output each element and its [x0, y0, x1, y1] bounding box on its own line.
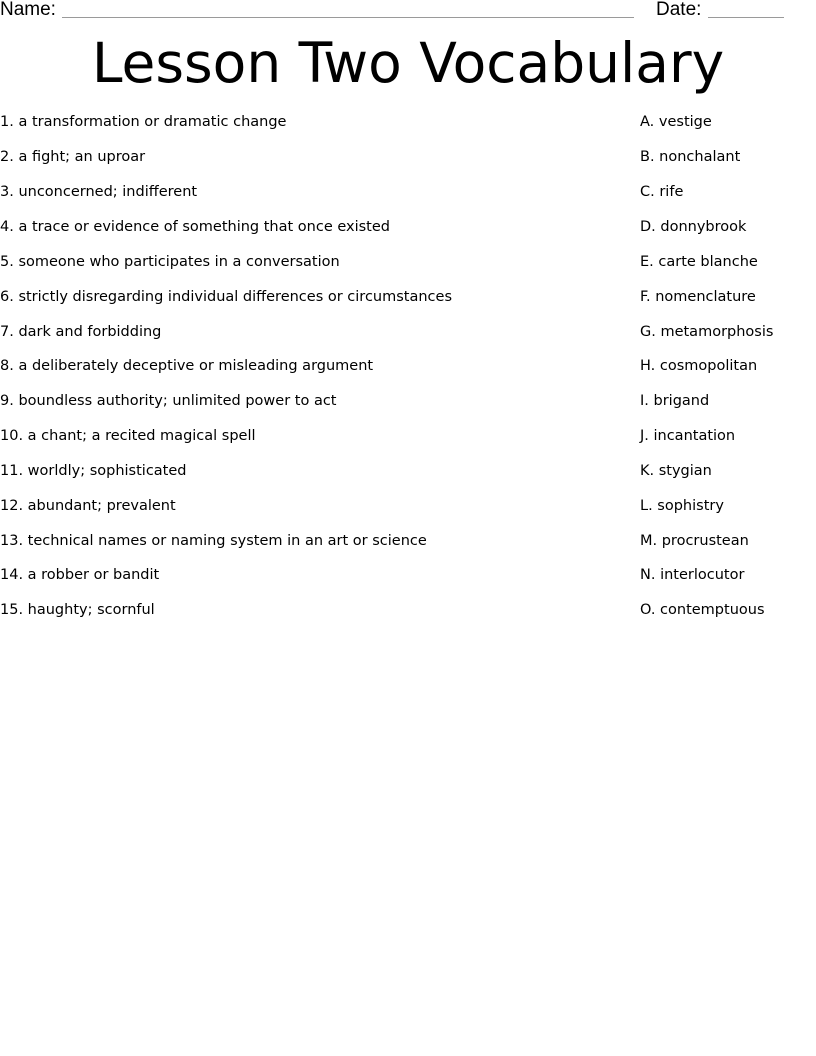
name-field-line[interactable]: [62, 17, 634, 18]
definition-item: 6. strictly disregarding individual differences or circumstances: [0, 289, 452, 305]
word-item: O. contemptuous: [640, 602, 765, 618]
word-item: M. procrustean: [640, 533, 749, 549]
word-item: K. stygian: [640, 463, 712, 479]
definition-item: 3. unconcerned; indifferent: [0, 184, 198, 200]
word-item: C. rife: [640, 184, 684, 200]
page-title: Lesson Two Vocabulary: [91, 31, 725, 95]
definition-item: 10. a chant; a recited magical spell: [0, 428, 256, 444]
definition-item: 5. someone who participates in a conversation: [0, 254, 340, 270]
definition-item: 1. a transformation or dramatic change: [0, 114, 287, 130]
word-item: H. cosmopolitan: [640, 358, 758, 374]
word-item: N. interlocutor: [640, 567, 745, 583]
definition-item: 4. a trace or evidence of something that once existed: [0, 219, 390, 235]
definition-item: 11. worldly; sophisticated: [0, 463, 187, 479]
word-item: A. vestige: [640, 114, 712, 130]
definition-item: 15. haughty; scornful: [0, 602, 155, 618]
definition-item: 8. a deliberately deceptive or misleading argument: [0, 358, 374, 374]
word-item: D. donnybrook: [640, 219, 747, 235]
definition-item: 14. a robber or bandit: [0, 567, 160, 583]
word-item: F. nomenclature: [640, 289, 756, 305]
header-row: [0, 0, 816, 24]
definition-item: 2. a fight; an uproar: [0, 149, 146, 165]
word-item: L. sophistry: [640, 498, 724, 514]
date-field-line[interactable]: [708, 17, 784, 18]
date-label: Date:: [656, 0, 702, 20]
definition-item: 13. technical names or naming system in an art or science: [0, 533, 427, 549]
definition-item: 12. abundant; prevalent: [0, 498, 176, 514]
definition-item: 7. dark and forbidding: [0, 324, 162, 340]
word-item: J. incantation: [640, 428, 736, 444]
name-label: Name:: [0, 0, 56, 20]
word-item: B. nonchalant: [640, 149, 741, 165]
word-item: E. carte blanche: [640, 254, 758, 270]
word-item: I. brigand: [640, 393, 710, 409]
definition-item: 9. boundless authority; unlimited power to act: [0, 393, 337, 409]
word-item: G. metamorphosis: [640, 324, 774, 340]
